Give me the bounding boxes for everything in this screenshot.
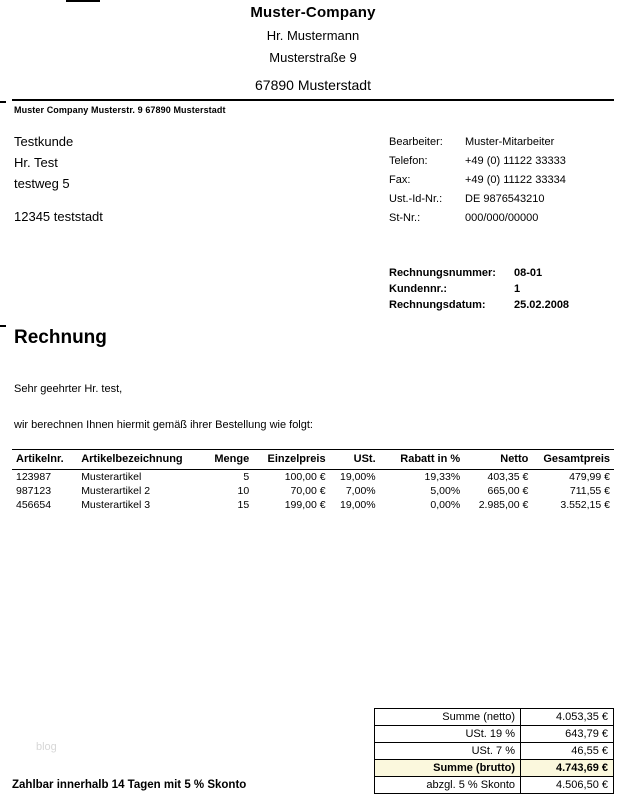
table-row — [12, 470, 614, 485]
meta-label: Kundennr.: — [389, 283, 448, 295]
totals-label: Summe (brutto) — [375, 760, 521, 777]
totals-label: Summe (netto) — [375, 709, 521, 726]
column-header-net: Netto — [464, 450, 532, 470]
table-header-row — [12, 450, 614, 470]
totals-value: 46,55 € — [521, 743, 614, 760]
contact-label: St-Nr.: — [389, 212, 421, 224]
intro-text: wir berechnen Ihnen hiermit gemäß ihrer Bestellung wie folgt: — [14, 419, 313, 431]
cell-net: 403,35 € — [487, 471, 529, 483]
cell-unit-price: 199,00 € — [284, 499, 326, 511]
address-spacer — [14, 194, 103, 206]
contact-row — [389, 190, 566, 209]
info-area — [12, 131, 614, 321]
column-header-quantity: Menge — [202, 450, 253, 470]
company-name: Muster-Company — [250, 4, 376, 21]
fold-mark-left-lower — [0, 325, 6, 327]
column-header-unit-price: Einzelpreis — [253, 450, 329, 470]
cell-total: 479,99 € — [569, 471, 610, 483]
recipient-contact: Hr. Test — [14, 155, 58, 170]
totals-row-vat7 — [375, 743, 614, 760]
company-city: 67890 Musterstadt — [255, 77, 371, 93]
meta-row — [389, 281, 569, 297]
meta-row — [389, 297, 569, 313]
recipient-city: 12345 teststadt — [14, 209, 103, 224]
cell-net: 2.985,00 € — [478, 499, 529, 511]
contact-value: +49 (0) 11122 33333 — [465, 155, 566, 167]
items-table — [12, 449, 614, 512]
cell-description: Musterartikel — [81, 471, 142, 483]
cell-discount: 0,00% — [430, 499, 461, 511]
totals-table — [374, 708, 614, 794]
contact-label: Bearbeiter: — [389, 136, 443, 148]
cell-artnr: 123987 — [16, 471, 52, 483]
meta-label: Rechnungsdatum: — [389, 299, 486, 311]
column-header-discount: Rabatt in % — [380, 450, 465, 470]
items-table-body — [12, 470, 614, 513]
contact-label: Ust.-Id-Nr.: — [389, 193, 443, 205]
cell-vat: 19,00% — [340, 499, 376, 511]
totals-label: abzgl. 5 % Skonto — [375, 777, 521, 794]
cell-artnr: 987123 — [16, 485, 52, 497]
totals-table-body — [375, 709, 614, 794]
contact-value: 000/000/00000 — [465, 212, 539, 224]
totals-value: 4.053,35 € — [521, 709, 614, 726]
totals-row-discount — [375, 777, 614, 794]
contact-value: DE 9876543210 — [465, 193, 545, 205]
letterhead — [12, 0, 614, 93]
salutation-text: Sehr geehrter Hr. test, — [14, 383, 123, 395]
cell-total: 711,55 € — [569, 485, 610, 497]
company-street: Musterstraße 9 — [269, 50, 357, 65]
cell-total: 3.552,15 € — [560, 499, 610, 511]
cell-quantity: 15 — [237, 499, 250, 511]
invoice-meta — [389, 265, 569, 313]
contact-value: Muster-Mitarbeiter — [465, 136, 555, 148]
contact-row — [389, 209, 566, 228]
totals-label: USt. 19 % — [375, 726, 521, 743]
contact-label: Fax: — [389, 174, 411, 186]
totals-value: 4.506,50 € — [521, 777, 614, 794]
meta-row — [389, 265, 569, 281]
cell-discount: 19,33% — [424, 471, 461, 483]
cell-unit-price: 70,00 € — [290, 485, 326, 497]
cell-artnr: 456654 — [16, 499, 52, 511]
table-row — [12, 484, 614, 498]
totals-row-vat19 — [375, 726, 614, 743]
totals-value: 643,79 € — [521, 726, 614, 743]
totals-label: USt. 7 % — [375, 743, 521, 760]
totals-value: 4.743,69 € — [521, 760, 614, 777]
column-header-artnr: Artikelnr. — [12, 450, 77, 470]
meta-value: 08-01 — [514, 267, 543, 279]
fold-mark-top — [66, 0, 100, 2]
items-table-head — [12, 450, 614, 470]
recipient-street: testweg 5 — [14, 176, 70, 191]
company-contact-person: Hr. Mustermann — [266, 28, 360, 43]
totals-row-gross — [375, 760, 614, 777]
contact-value: +49 (0) 11122 33334 — [465, 174, 566, 186]
contact-row — [389, 133, 566, 152]
cell-vat: 19,00% — [340, 471, 376, 483]
table-row — [12, 498, 614, 512]
column-header-vat: USt. — [330, 450, 380, 470]
payment-terms-note: Zahlbar innerhalb 14 Tagen mit 5 % Skonto — [12, 779, 247, 791]
column-header-total: Gesamtpreis — [532, 450, 614, 470]
recipient-address — [14, 131, 103, 227]
cell-vat: 7,00% — [345, 485, 376, 497]
contact-details — [389, 133, 566, 228]
contact-row — [389, 171, 566, 190]
cell-discount: 5,00% — [430, 485, 461, 497]
meta-value: 25.02.2008 — [514, 299, 570, 311]
cell-quantity: 5 — [243, 471, 250, 483]
cell-net: 665,00 € — [487, 485, 529, 497]
meta-label: Rechnungsnummer: — [389, 267, 496, 279]
column-header-description: Artikelbezeichnung — [77, 450, 202, 470]
sender-address-line: Muster Company Musterstr. 9 67890 Musterstadt — [14, 105, 226, 115]
totals-row-net — [375, 709, 614, 726]
cell-description: Musterartikel 3 — [81, 499, 151, 511]
fold-mark-left-upper — [0, 101, 6, 103]
page-title: Rechnung — [14, 327, 107, 348]
recipient-name: Testkunde — [14, 134, 74, 149]
contact-row — [389, 152, 566, 171]
cell-quantity: 10 — [237, 485, 250, 497]
contact-label: Telefon: — [389, 155, 428, 167]
cell-description: Musterartikel 2 — [81, 485, 151, 497]
cell-unit-price: 100,00 € — [284, 471, 326, 483]
meta-value: 1 — [514, 283, 521, 295]
watermark: blog — [36, 741, 57, 753]
